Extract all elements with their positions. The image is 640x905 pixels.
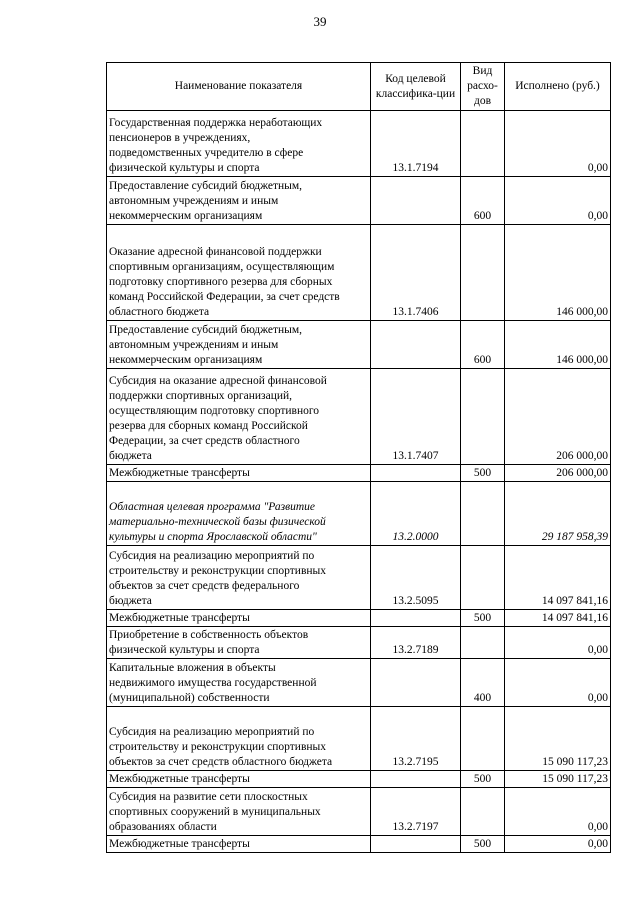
cell-done: 206 000,00 [505,369,611,465]
header-kind: Вид расхо-дов [461,63,505,111]
cell-code [371,177,461,225]
header-done: Исполнено (руб.) [505,63,611,111]
table-row [107,465,611,482]
cell-name: Межбюджетные трансферты [107,465,371,482]
cell-done: 0,00 [505,111,611,177]
cell-name: Оказание адресной финансовой поддержки спортивным организациям, осуществляющим подготовку спортивного резерва для сборных команд Российской Федерации, за счет средств областного бюджета [107,225,371,321]
cell-name: Межбюджетные трансферты [107,771,371,788]
table-row [107,546,611,610]
cell-kind: 600 [461,321,505,369]
table-row [107,707,611,771]
table-row [107,610,611,627]
cell-name: Предоставление субсидий бюджетным, автономным учреждениям и иным некоммерческим организациям [107,177,371,225]
cell-done: 15 090 117,23 [505,771,611,788]
cell-code [371,610,461,627]
cell-name: Государственная поддержка неработающих пенсионеров в учреждениях, подведомственных учредителю в сфере физической культуры и спорта [107,111,371,177]
cell-name: Межбюджетные трансферты [107,836,371,853]
cell-name: Капитальные вложения в объекты недвижимого имущества государственной (муниципальной) собственности [107,659,371,707]
cell-code: 13.1.7194 [371,111,461,177]
cell-kind: 500 [461,836,505,853]
table-row [107,836,611,853]
table-row [107,659,611,707]
table-row [107,225,611,321]
cell-done: 15 090 117,23 [505,707,611,771]
cell-code [371,321,461,369]
table-header-row [107,63,611,111]
cell-code: 13.2.7197 [371,788,461,836]
cell-kind [461,788,505,836]
cell-done: 29 187 958,39 [505,482,611,546]
table-row [107,111,611,177]
cell-kind [461,111,505,177]
cell-kind: 500 [461,771,505,788]
table-row [107,177,611,225]
cell-code: 13.1.7407 [371,369,461,465]
cell-code [371,659,461,707]
cell-done: 14 097 841,16 [505,546,611,610]
table-row [107,627,611,659]
cell-name: Приобретение в собственность объектов физической культуры и спорта [107,627,371,659]
cell-kind [461,369,505,465]
expenditure-table [106,62,611,853]
cell-name: Субсидия на реализацию мероприятий по строительству и реконструкции спортивных объектов за счет средств областного бюджета [107,707,371,771]
cell-done: 0,00 [505,177,611,225]
cell-name: Субсидия на реализацию мероприятий по строительству и реконструкции спортивных объектов за счет средств федерального бюджета [107,546,371,610]
cell-done: 0,00 [505,627,611,659]
cell-code [371,836,461,853]
page-number: 39 [313,14,327,29]
cell-kind: 600 [461,177,505,225]
cell-kind [461,707,505,771]
cell-code: 13.2.7189 [371,627,461,659]
cell-kind [461,225,505,321]
cell-code: 13.2.7195 [371,707,461,771]
cell-code: 13.2.5095 [371,546,461,610]
cell-done: 0,00 [505,836,611,853]
cell-done: 206 000,00 [505,465,611,482]
cell-name: Областная целевая программа "Развитие материально-технической базы физической культуры и спорта Ярославской области" [107,482,371,546]
cell-kind [461,627,505,659]
cell-done: 146 000,00 [505,321,611,369]
cell-code [371,465,461,482]
cell-done: 14 097 841,16 [505,610,611,627]
table-row [107,788,611,836]
header-name: Наименование показателя [107,63,371,111]
cell-kind: 400 [461,659,505,707]
cell-done: 146 000,00 [505,225,611,321]
table-row [107,321,611,369]
cell-kind [461,482,505,546]
cell-done: 0,00 [505,788,611,836]
header-code: Код целевой классифика-ции [371,63,461,111]
cell-kind [461,546,505,610]
cell-code [371,771,461,788]
cell-done: 0,00 [505,659,611,707]
cell-name: Субсидия на оказание адресной финансовой поддержки спортивных организаций, осуществляющим подготовку спортивного резерва для сборных команд Российской Федерации, за счет средств областного бюджета [107,369,371,465]
cell-code: 13.1.7406 [371,225,461,321]
cell-code: 13.2.0000 [371,482,461,546]
cell-kind: 500 [461,465,505,482]
cell-name: Межбюджетные трансферты [107,610,371,627]
cell-name: Субсидия на развитие сети плоскостных спортивных сооружений в муниципальных образованиях области [107,788,371,836]
cell-kind: 500 [461,610,505,627]
table-row [107,482,611,546]
cell-name: Предоставление субсидий бюджетным, автономным учреждениям и иным некоммерческим организациям [107,321,371,369]
table-row [107,369,611,465]
table-row [107,771,611,788]
